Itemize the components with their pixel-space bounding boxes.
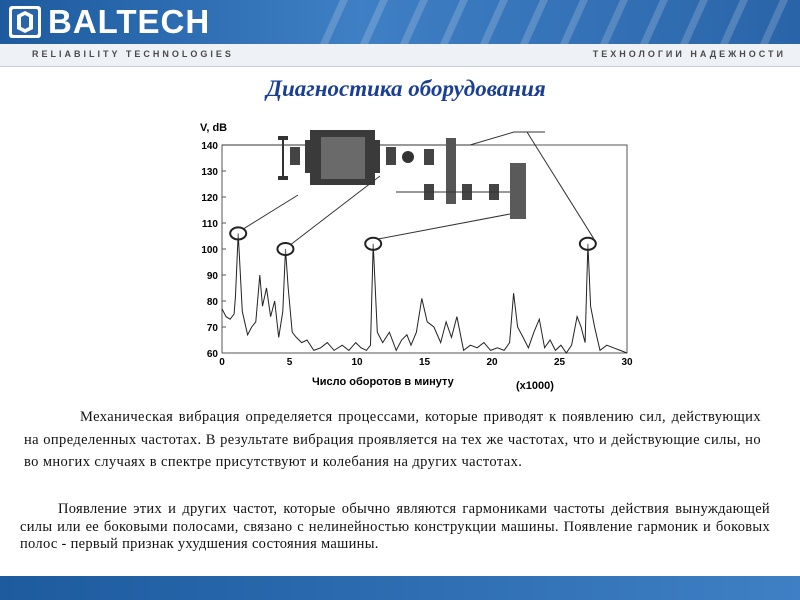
x-axis-label: Число оборотов в минуту bbox=[312, 376, 454, 388]
y-tick-label: 80 bbox=[206, 297, 218, 308]
x-tick-label: 0 bbox=[219, 357, 225, 368]
tagline-bar bbox=[0, 44, 800, 67]
y-tick-label: 110 bbox=[201, 219, 218, 230]
peak-highlight-circle bbox=[230, 227, 246, 239]
x-tick-label: 30 bbox=[621, 357, 633, 368]
brand-logo[interactable] bbox=[8, 5, 210, 39]
baltech-logo-icon bbox=[8, 5, 42, 39]
header-stripes-decoration bbox=[290, 0, 800, 44]
y-tick-label: 70 bbox=[206, 323, 218, 334]
machine-schematic-illustration bbox=[222, 130, 545, 219]
x-tick-label: 25 bbox=[553, 357, 566, 368]
paragraph-harmonics: Появление этих и других частот, которые обычно являются гармониками частоты действия вынуждающей силы или ее боковыми полосами, связано с нелинейностью конструкции машины. Появление гармоник и боковых полос - первый признак ухудшения состояния машины. bbox=[20, 501, 770, 552]
y-tick-label: 140 bbox=[201, 141, 218, 152]
x-tick-label: 20 bbox=[486, 357, 498, 368]
footer-band bbox=[0, 576, 800, 600]
x-tick-label: 10 bbox=[351, 357, 363, 368]
vibration-spectrum-chart bbox=[180, 118, 650, 398]
peak-leader-line bbox=[527, 132, 594, 239]
peak-leader-line bbox=[244, 195, 298, 228]
y-tick-label: 120 bbox=[201, 193, 218, 204]
page-title: Диагностика оборудования bbox=[266, 76, 546, 101]
brand-name: BALTECH bbox=[48, 3, 211, 40]
peak-highlight-circle bbox=[580, 238, 596, 250]
tagline-left: RELIABILITY TECHNOLOGIES bbox=[32, 49, 234, 59]
paragraph-vibration: Механическая вибрация определяется процессами, которые приводят к появлению сил, действующих на определенных частотах. В результате вибрация проявляется на тех же частотах, что и действующие силы, но во многих случаях в спектре присутствуют и колебания на других частотах. bbox=[24, 409, 761, 470]
peak-leader-line bbox=[379, 214, 510, 239]
y-tick-label: 130 bbox=[201, 167, 218, 178]
peak-highlight-circle bbox=[277, 243, 293, 255]
header-band bbox=[0, 0, 800, 44]
tagline-right: ТЕХНОЛОГИИ НАДЕЖНОСТИ bbox=[592, 49, 786, 59]
y-tick-label: 90 bbox=[206, 271, 218, 282]
peak-leader-line bbox=[291, 176, 380, 244]
y-axis-label: V, dB bbox=[200, 122, 228, 134]
x-tick-label: 5 bbox=[286, 357, 293, 368]
x-axis-unit: (x1000) bbox=[516, 380, 554, 392]
x-tick-label: 15 bbox=[418, 357, 431, 368]
y-tick-label: 60 bbox=[206, 349, 218, 360]
y-tick-label: 100 bbox=[201, 245, 218, 256]
peak-highlight-circle bbox=[365, 238, 381, 250]
